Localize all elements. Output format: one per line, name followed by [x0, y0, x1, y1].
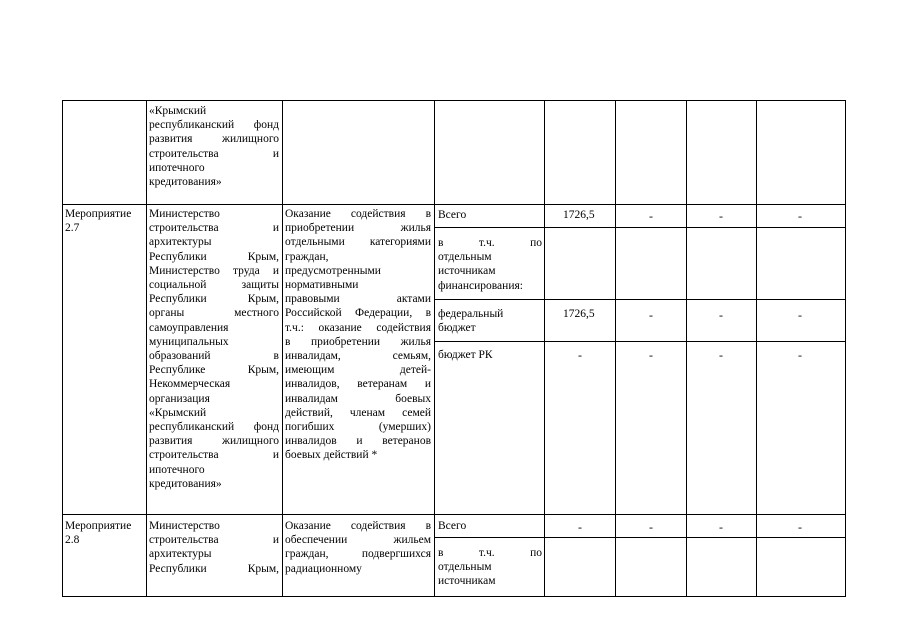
- dash-rk-col7-2-7: -: [719, 348, 723, 362]
- text-line: самоуправления: [149, 321, 229, 334]
- text-line: Республики Крым,: [149, 250, 279, 263]
- text-line: радиационному: [285, 562, 362, 575]
- text-line: правовыми актами: [285, 293, 431, 306]
- text-line: развития жилищного: [149, 435, 279, 448]
- text-line: архитектуры: [149, 548, 212, 561]
- text-line: социальной защиты: [149, 279, 279, 292]
- col-line-1: [146, 100, 147, 597]
- dash-federal-col7-2-7: -: [719, 308, 723, 322]
- row-divider-incl-2-7: [434, 299, 846, 300]
- col-line-2: [282, 100, 283, 597]
- source-total-2-7: [438, 208, 542, 222]
- col-line-4: [544, 100, 545, 597]
- value-federal-2-7: 1726,5: [563, 308, 595, 320]
- dash-rk-col6-2-7: -: [649, 348, 653, 362]
- source-incl-2-8: [438, 546, 542, 589]
- text-line: строительства и: [149, 534, 279, 547]
- text-line: граждан,: [285, 250, 329, 263]
- value-total-2-7: 1726,5: [563, 209, 595, 221]
- dash-rk-col5-2-7: -: [578, 348, 582, 362]
- row-divider-total-2-7: [434, 227, 846, 228]
- text-line: в приобретении жилья: [285, 335, 431, 348]
- measure-label-line: Мероприятие: [65, 208, 132, 220]
- source-federal-2-7: [438, 307, 542, 335]
- measure-label-line: Мероприятие: [65, 520, 132, 532]
- text-line: федеральный: [438, 308, 504, 320]
- measure-2-8-executors: [149, 519, 279, 576]
- text-line: строительства и: [149, 449, 279, 462]
- measure-2-8-description: [285, 519, 431, 576]
- text-line: отдельным: [438, 561, 492, 574]
- table-border-bottom: [62, 596, 846, 597]
- text-line: развития жилищного: [149, 133, 279, 146]
- text-line: отдельным: [438, 251, 492, 264]
- text-line: Некоммерческая: [149, 378, 231, 391]
- text-line: Министерство: [149, 520, 220, 532]
- text-line: финансирования:: [438, 279, 523, 292]
- text-line: строительства и: [149, 222, 279, 235]
- row-divider-federal-2-7: [434, 341, 846, 342]
- text-line: строительства и: [149, 147, 279, 160]
- text-line: муниципальных: [149, 335, 229, 348]
- source-rk-2-7: [438, 348, 542, 362]
- text-line: Министерство труда и: [149, 264, 279, 277]
- text-line: в т.ч. по: [438, 237, 542, 249]
- dash-federal-col8-2-7: -: [798, 308, 802, 322]
- source-total-label: Всего: [438, 209, 467, 221]
- text-line: ипотечного: [149, 463, 205, 476]
- measure-2-8-label: [65, 519, 145, 547]
- col-line-7: [756, 100, 757, 597]
- measure-2-7-executors: [149, 207, 279, 491]
- text-line: инвалидов, ветеранам и: [285, 378, 431, 391]
- text-line: т.ч.: оказание содействия: [285, 321, 431, 334]
- dash-total-col8-2-7: -: [798, 209, 802, 223]
- text-line: действий, членам семей: [285, 406, 431, 419]
- text-line: Оказание содействия в: [285, 208, 431, 220]
- measure-2-7-description: [285, 207, 431, 463]
- text-line: организация: [149, 392, 210, 405]
- text-line: инвалидам боевых: [285, 392, 431, 405]
- continuation-executor-cell: [149, 104, 279, 189]
- text-line: нормативными: [285, 279, 359, 292]
- dash-total-col6-2-8: -: [649, 520, 653, 534]
- text-line: инвалидов и ветеранов: [285, 435, 431, 448]
- text-line: погибших (умерших): [285, 421, 431, 434]
- col-line-6: [686, 100, 687, 597]
- source-total-label: Всего: [438, 520, 467, 532]
- text-line: Оказание содействия в: [285, 520, 431, 532]
- text-line: «Крымский: [149, 406, 207, 419]
- source-rk-label: бюджет РК: [438, 349, 493, 361]
- text-line: инвалидам, семьям,: [285, 350, 431, 363]
- text-line: Министерство: [149, 208, 220, 220]
- text-line: в т.ч. по: [438, 547, 542, 559]
- text-line: республиканский фонд: [149, 119, 279, 132]
- text-line: Республики Крым,: [149, 293, 279, 306]
- text-line: Российской Федерации, в: [285, 307, 431, 320]
- text-line: имеющим детей-: [285, 364, 431, 377]
- row-divider-total-2-8: [434, 537, 846, 538]
- col-line-3: [434, 100, 435, 597]
- row-divider-2-8: [62, 514, 846, 515]
- text-line: отдельными категориями: [285, 236, 431, 249]
- text-line: кредитования»: [149, 477, 222, 490]
- text-line: источникам: [438, 575, 496, 588]
- text-line: Республике Крым,: [149, 364, 279, 377]
- dash-total-col8-2-8: -: [798, 520, 802, 534]
- text-line: ипотечного: [149, 161, 205, 174]
- measure-2-7-label: [65, 207, 145, 235]
- col-line-8: [845, 100, 846, 597]
- table-border-top: [62, 100, 846, 101]
- col-line-5: [615, 100, 616, 597]
- dash-total-col6-2-7: -: [649, 209, 653, 223]
- text-line: органы местного: [149, 307, 279, 320]
- text-line: бюджет: [438, 322, 476, 335]
- text-line: граждан, подвергшихся: [285, 548, 431, 561]
- col-line-0: [62, 100, 63, 597]
- row-divider-2-7: [62, 204, 846, 205]
- source-total-2-8: [438, 519, 542, 533]
- text-line: Республики Крым,: [149, 562, 279, 575]
- source-incl-2-7: [438, 236, 542, 293]
- text-line: образований в: [149, 350, 279, 363]
- measure-number: 2.8: [65, 534, 80, 547]
- text-line: обеспечении жильем: [285, 534, 431, 547]
- text-line: кредитования»: [149, 176, 222, 189]
- text-line: «Крымский: [149, 105, 207, 117]
- text-line: боевых действий *: [285, 449, 378, 462]
- dash-total-col7-2-8: -: [719, 520, 723, 534]
- text-line: предусмотренными: [285, 264, 381, 277]
- dash-rk-col8-2-7: -: [798, 348, 802, 362]
- text-line: республиканский фонд: [149, 421, 279, 434]
- dash-total-col5-2-8: -: [578, 520, 582, 534]
- text-line: приобретении жилья: [285, 222, 431, 235]
- measure-number: 2.7: [65, 222, 80, 235]
- text-line: источникам: [438, 265, 496, 278]
- dash-total-col7-2-7: -: [719, 209, 723, 223]
- text-line: архитектуры: [149, 236, 212, 249]
- dash-federal-col6-2-7: -: [649, 308, 653, 322]
